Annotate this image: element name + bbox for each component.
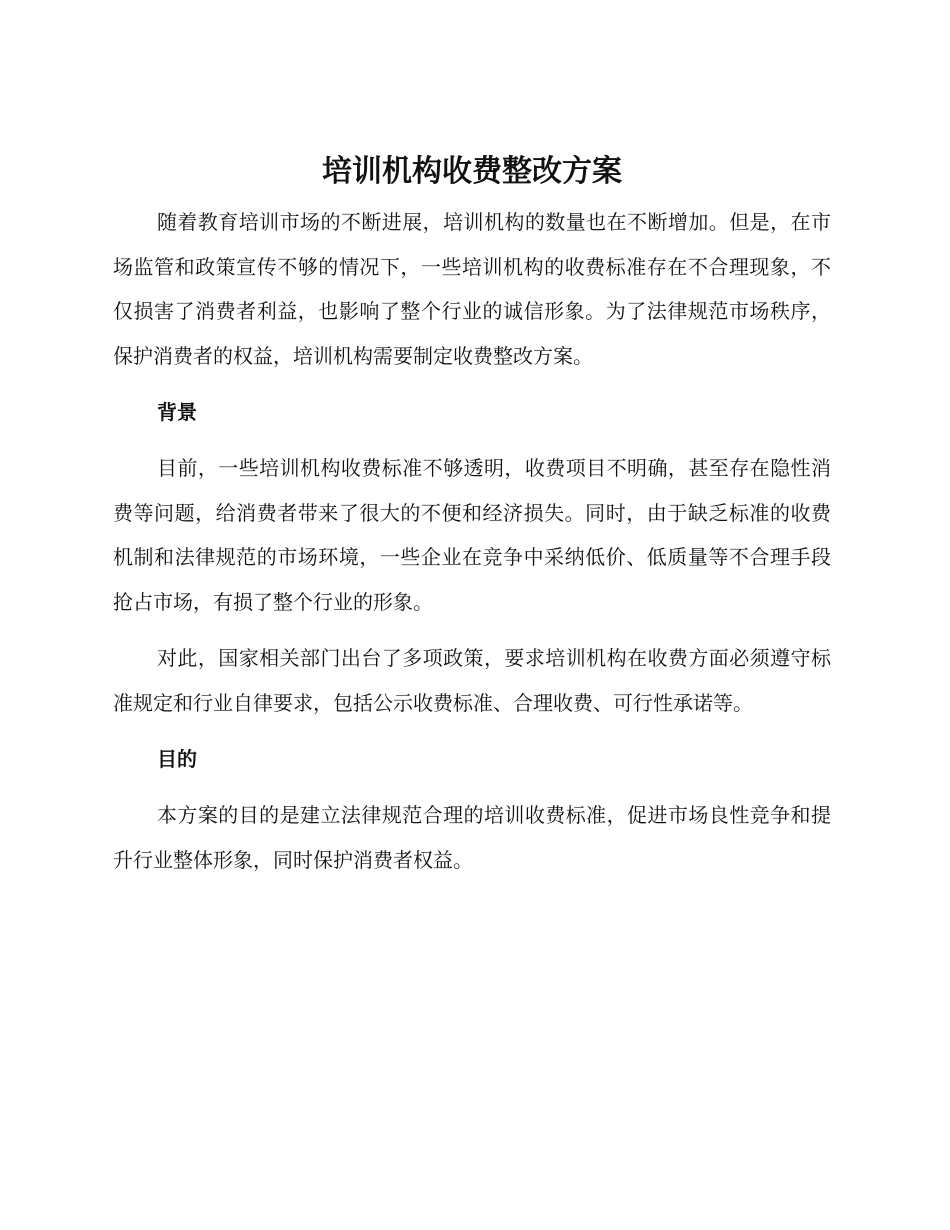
- background-paragraph-2: 对此，国家相关部门出台了多项政策，要求培训机构在收费方面必须遵守标准规定和行业自律要求，包括公示收费标准、合理收费、可行性承诺等。: [113, 646, 831, 715]
- intro-paragraph: 随着教育培训市场的不断进展，培训机构的数量也在不断增加。但是，在市场监管和政策宣传不够的情况下，一些培训机构的收费标准存在不合理现象，不仅损害了消费者利益，也影响了整个行业的诚信形象。为了法律规范市场秩序，保护消费者的权益，培训机构需要制定收费整改方案。: [113, 210, 831, 368]
- section-heading-purpose: 目的: [157, 747, 197, 771]
- document-title: 培训机构收费整改方案: [322, 154, 622, 189]
- purpose-paragraph-1: 本方案的目的是建立法律规范合理的培训收费标准，促进市场良性竞争和提升行业整体形象，同时保护消费者权益。: [113, 803, 831, 872]
- section-heading-background: 背景: [157, 400, 197, 424]
- document-body: [113, 150, 831, 882]
- background-paragraph-1: 目前，一些培训机构收费标准不够透明，收费项目不明确，甚至存在隐性消费等问题，给消费者带来了很大的不便和经济损失。同时，由于缺乏标准的收费机制和法律规范的市场环境，一些企业在竞争中采纳低价、低质量等不合理手段抢占市场，有损了整个行业的形象。: [113, 456, 831, 614]
